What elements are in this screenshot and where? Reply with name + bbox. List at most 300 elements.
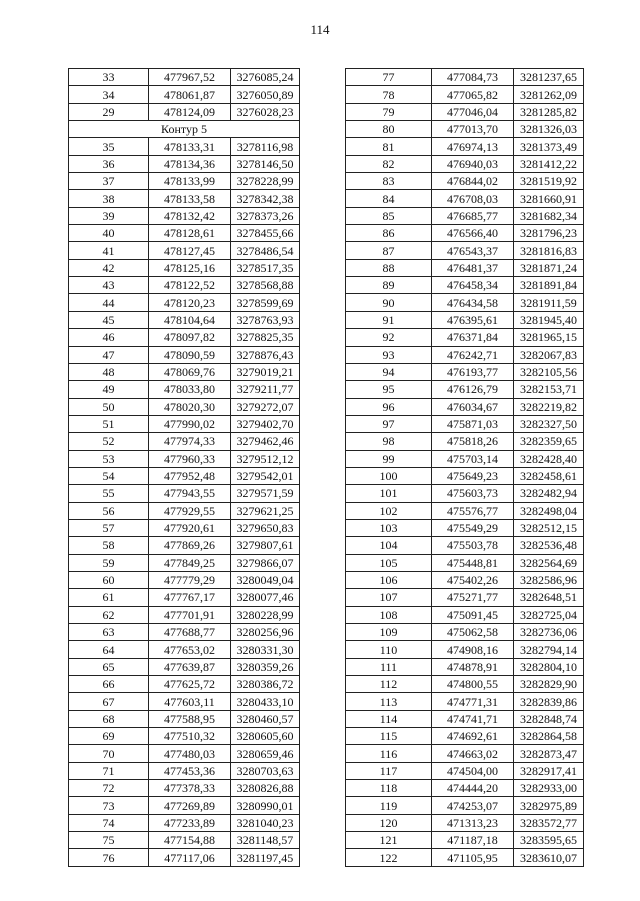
y-coordinate-cell: 3279807,61	[231, 537, 300, 554]
y-coordinate-cell: 3282917,41	[514, 762, 584, 779]
x-coordinate-cell: 477688,77	[149, 624, 231, 641]
point-number-cell: 80	[346, 121, 432, 138]
point-number-cell: 86	[346, 225, 432, 242]
y-coordinate-cell: 3281197,45	[231, 849, 300, 866]
table-row	[346, 537, 584, 554]
table-row	[69, 69, 300, 86]
x-coordinate-cell: 477269,89	[149, 797, 231, 814]
point-number-cell: 118	[346, 780, 432, 797]
table-row	[346, 225, 584, 242]
table-row	[69, 381, 300, 398]
y-coordinate-cell: 3282736,06	[514, 624, 584, 641]
y-coordinate-cell: 3280990,01	[231, 797, 300, 814]
point-number-cell: 54	[69, 467, 149, 484]
table-row	[69, 589, 300, 606]
x-coordinate-cell: 475871,03	[432, 415, 514, 432]
table-row	[69, 259, 300, 276]
y-coordinate-cell: 3280433,10	[231, 693, 300, 710]
y-coordinate-cell: 3278146,50	[231, 155, 300, 172]
table-row	[346, 103, 584, 120]
y-coordinate-cell: 3281891,84	[514, 277, 584, 294]
table-row	[346, 485, 584, 502]
y-coordinate-cell: 3282975,89	[514, 797, 584, 814]
x-coordinate-cell: 474692,61	[432, 728, 514, 745]
x-coordinate-cell: 475603,73	[432, 485, 514, 502]
y-coordinate-cell: 3282067,83	[514, 346, 584, 363]
x-coordinate-cell: 477453,36	[149, 762, 231, 779]
y-coordinate-cell: 3282839,86	[514, 693, 584, 710]
y-coordinate-cell: 3279542,01	[231, 467, 300, 484]
y-coordinate-cell: 3282482,94	[514, 485, 584, 502]
y-coordinate-cell: 3280826,88	[231, 780, 300, 797]
x-coordinate-cell: 477849,25	[149, 554, 231, 571]
point-number-cell: 107	[346, 589, 432, 606]
x-coordinate-cell: 478104,64	[149, 311, 231, 328]
point-number-cell: 57	[69, 519, 149, 536]
x-coordinate-cell: 476126,79	[432, 381, 514, 398]
table-row	[69, 571, 300, 588]
point-number-cell: 37	[69, 173, 149, 190]
point-number-cell: 65	[69, 658, 149, 675]
table-row	[69, 537, 300, 554]
point-number-cell: 73	[69, 797, 149, 814]
table-row	[69, 485, 300, 502]
y-coordinate-cell: 3276028,23	[231, 103, 300, 120]
table-row	[346, 381, 584, 398]
table-row	[346, 415, 584, 432]
table-row	[346, 86, 584, 103]
point-number-cell: 40	[69, 225, 149, 242]
point-number-cell: 114	[346, 710, 432, 727]
x-coordinate-cell: 476395,61	[432, 311, 514, 328]
x-coordinate-cell: 475271,77	[432, 589, 514, 606]
point-number-cell: 51	[69, 415, 149, 432]
y-coordinate-cell: 3279272,07	[231, 398, 300, 415]
table-row	[69, 346, 300, 363]
table-row	[346, 363, 584, 380]
point-number-cell: 79	[346, 103, 432, 120]
y-coordinate-cell: 3281816,83	[514, 242, 584, 259]
table-row	[346, 728, 584, 745]
table-row	[346, 155, 584, 172]
table-row	[69, 398, 300, 415]
y-coordinate-cell: 3282153,71	[514, 381, 584, 398]
x-coordinate-cell: 477653,02	[149, 641, 231, 658]
contour-caption: Контур 5	[69, 121, 300, 138]
x-coordinate-cell: 474741,71	[432, 710, 514, 727]
point-number-cell: 68	[69, 710, 149, 727]
table-row	[69, 86, 300, 103]
y-coordinate-cell: 3281148,57	[231, 832, 300, 849]
y-coordinate-cell: 3278342,38	[231, 190, 300, 207]
x-coordinate-cell: 475402,26	[432, 571, 514, 588]
table-row	[346, 676, 584, 693]
point-number-cell: 38	[69, 190, 149, 207]
x-coordinate-cell: 475448,81	[432, 554, 514, 571]
y-coordinate-cell: 3279211,77	[231, 381, 300, 398]
point-number-cell: 50	[69, 398, 149, 415]
table-row	[346, 780, 584, 797]
y-coordinate-cell: 3280386,72	[231, 676, 300, 693]
y-coordinate-cell: 3280331,30	[231, 641, 300, 658]
y-coordinate-cell: 3281412,22	[514, 155, 584, 172]
point-number-cell: 45	[69, 311, 149, 328]
y-coordinate-cell: 3281911,59	[514, 294, 584, 311]
y-coordinate-cell: 3278876,43	[231, 346, 300, 363]
point-number-cell: 64	[69, 641, 149, 658]
table-row	[346, 814, 584, 831]
point-number-cell: 69	[69, 728, 149, 745]
x-coordinate-cell: 474908,16	[432, 641, 514, 658]
point-number-cell: 94	[346, 363, 432, 380]
x-coordinate-cell: 478122,52	[149, 277, 231, 294]
point-number-cell: 84	[346, 190, 432, 207]
x-coordinate-cell: 476685,77	[432, 207, 514, 224]
point-number-cell: 41	[69, 242, 149, 259]
y-coordinate-cell: 3280703,63	[231, 762, 300, 779]
point-number-cell: 102	[346, 502, 432, 519]
y-coordinate-cell: 3278486,54	[231, 242, 300, 259]
table-row	[69, 467, 300, 484]
x-coordinate-cell: 471105,95	[432, 849, 514, 866]
y-coordinate-cell: 3282359,65	[514, 433, 584, 450]
point-number-cell: 88	[346, 259, 432, 276]
x-coordinate-cell: 476434,58	[432, 294, 514, 311]
table-row	[69, 728, 300, 745]
point-number-cell: 53	[69, 450, 149, 467]
y-coordinate-cell: 3282105,56	[514, 363, 584, 380]
x-coordinate-cell: 478133,99	[149, 173, 231, 190]
point-number-cell: 113	[346, 693, 432, 710]
point-number-cell: 109	[346, 624, 432, 641]
y-coordinate-cell: 3282458,61	[514, 467, 584, 484]
y-coordinate-cell: 3281945,40	[514, 311, 584, 328]
y-coordinate-cell: 3282586,96	[514, 571, 584, 588]
contour-caption-row	[69, 121, 300, 138]
x-coordinate-cell: 477974,33	[149, 433, 231, 450]
x-coordinate-cell: 476481,37	[432, 259, 514, 276]
point-number-cell: 42	[69, 259, 149, 276]
y-coordinate-cell: 3283595,65	[514, 832, 584, 849]
table-row	[69, 138, 300, 155]
page-number: 114	[310, 22, 330, 37]
y-coordinate-cell: 3281040,23	[231, 814, 300, 831]
point-number-cell: 90	[346, 294, 432, 311]
point-number-cell: 62	[69, 606, 149, 623]
y-coordinate-cell: 3279866,07	[231, 554, 300, 571]
x-coordinate-cell: 478061,87	[149, 86, 231, 103]
y-coordinate-cell: 3281237,65	[514, 69, 584, 86]
point-number-cell: 58	[69, 537, 149, 554]
y-coordinate-cell: 3282829,90	[514, 676, 584, 693]
point-number-cell: 92	[346, 329, 432, 346]
x-coordinate-cell: 477960,33	[149, 450, 231, 467]
x-coordinate-cell: 478125,16	[149, 259, 231, 276]
y-coordinate-cell: 3279019,21	[231, 363, 300, 380]
table-row	[346, 398, 584, 415]
y-coordinate-cell: 3280256,96	[231, 624, 300, 641]
y-coordinate-cell: 3281519,92	[514, 173, 584, 190]
x-coordinate-cell: 477779,29	[149, 571, 231, 588]
y-coordinate-cell: 3279462,46	[231, 433, 300, 450]
y-coordinate-cell: 3281373,49	[514, 138, 584, 155]
x-coordinate-cell: 474504,00	[432, 762, 514, 779]
point-number-cell: 121	[346, 832, 432, 849]
point-number-cell: 39	[69, 207, 149, 224]
point-number-cell: 103	[346, 519, 432, 536]
y-coordinate-cell: 3278517,35	[231, 259, 300, 276]
table-row	[69, 780, 300, 797]
x-coordinate-cell: 475703,14	[432, 450, 514, 467]
x-coordinate-cell: 477378,33	[149, 780, 231, 797]
table-row	[346, 502, 584, 519]
y-coordinate-cell: 3279650,83	[231, 519, 300, 536]
y-coordinate-cell: 3281796,23	[514, 225, 584, 242]
x-coordinate-cell: 475649,23	[432, 467, 514, 484]
point-number-cell: 35	[69, 138, 149, 155]
x-coordinate-cell: 477013,70	[432, 121, 514, 138]
y-coordinate-cell: 3281326,03	[514, 121, 584, 138]
y-coordinate-cell: 3282428,40	[514, 450, 584, 467]
table-row	[346, 554, 584, 571]
table-row	[69, 103, 300, 120]
x-coordinate-cell: 477920,61	[149, 519, 231, 536]
table-row	[346, 658, 584, 675]
point-number-cell: 34	[69, 86, 149, 103]
y-coordinate-cell: 3282219,82	[514, 398, 584, 415]
x-coordinate-cell: 477154,88	[149, 832, 231, 849]
table-row	[346, 190, 584, 207]
table-row	[346, 589, 584, 606]
table-row	[346, 624, 584, 641]
x-coordinate-cell: 478124,09	[149, 103, 231, 120]
x-coordinate-cell: 478033,80	[149, 381, 231, 398]
point-number-cell: 49	[69, 381, 149, 398]
point-number-cell: 52	[69, 433, 149, 450]
point-number-cell: 82	[346, 155, 432, 172]
table-row	[346, 433, 584, 450]
point-number-cell: 60	[69, 571, 149, 588]
x-coordinate-cell: 477588,95	[149, 710, 231, 727]
x-coordinate-cell: 475576,77	[432, 502, 514, 519]
table-row	[69, 519, 300, 536]
point-number-cell: 36	[69, 155, 149, 172]
table-row	[69, 710, 300, 727]
point-number-cell: 66	[69, 676, 149, 693]
y-coordinate-cell: 3280359,26	[231, 658, 300, 675]
point-number-cell: 75	[69, 832, 149, 849]
x-coordinate-cell: 476458,34	[432, 277, 514, 294]
y-coordinate-cell: 3279571,59	[231, 485, 300, 502]
coordinates-table-right	[345, 68, 584, 867]
x-coordinate-cell: 477065,82	[432, 86, 514, 103]
point-number-cell: 117	[346, 762, 432, 779]
table-row	[346, 519, 584, 536]
x-coordinate-cell: 477625,72	[149, 676, 231, 693]
point-number-cell: 91	[346, 311, 432, 328]
y-coordinate-cell: 3282864,58	[514, 728, 584, 745]
x-coordinate-cell: 478127,45	[149, 242, 231, 259]
y-coordinate-cell: 3282512,15	[514, 519, 584, 536]
y-coordinate-cell: 3278228,99	[231, 173, 300, 190]
table-row	[346, 832, 584, 849]
x-coordinate-cell: 477929,55	[149, 502, 231, 519]
x-coordinate-cell: 477117,06	[149, 849, 231, 866]
table-row	[346, 259, 584, 276]
y-coordinate-cell: 3281285,82	[514, 103, 584, 120]
y-coordinate-cell: 3279621,25	[231, 502, 300, 519]
point-number-cell: 101	[346, 485, 432, 502]
table-row	[69, 225, 300, 242]
x-coordinate-cell: 477869,26	[149, 537, 231, 554]
coordinates-table-left-body	[69, 69, 300, 867]
x-coordinate-cell: 474253,07	[432, 797, 514, 814]
y-coordinate-cell: 3283610,07	[514, 849, 584, 866]
x-coordinate-cell: 478134,36	[149, 155, 231, 172]
table-row	[346, 450, 584, 467]
point-number-cell: 63	[69, 624, 149, 641]
table-row	[346, 277, 584, 294]
x-coordinate-cell: 478120,23	[149, 294, 231, 311]
y-coordinate-cell: 3281660,91	[514, 190, 584, 207]
x-coordinate-cell: 477701,91	[149, 606, 231, 623]
coordinates-table-right-body	[346, 69, 584, 867]
y-coordinate-cell: 3282327,50	[514, 415, 584, 432]
table-row	[69, 658, 300, 675]
point-number-cell: 77	[346, 69, 432, 86]
y-coordinate-cell: 3278825,35	[231, 329, 300, 346]
table-row	[69, 329, 300, 346]
x-coordinate-cell: 477510,32	[149, 728, 231, 745]
point-number-cell: 74	[69, 814, 149, 831]
y-coordinate-cell: 3282848,74	[514, 710, 584, 727]
point-number-cell: 56	[69, 502, 149, 519]
y-coordinate-cell: 3281262,09	[514, 86, 584, 103]
x-coordinate-cell: 478132,42	[149, 207, 231, 224]
x-coordinate-cell: 476566,40	[432, 225, 514, 242]
table-row	[346, 207, 584, 224]
table-row	[346, 693, 584, 710]
point-number-cell: 59	[69, 554, 149, 571]
point-number-cell: 112	[346, 676, 432, 693]
x-coordinate-cell: 477046,04	[432, 103, 514, 120]
point-number-cell: 72	[69, 780, 149, 797]
point-number-cell: 98	[346, 433, 432, 450]
table-row	[346, 571, 584, 588]
table-row	[69, 415, 300, 432]
table-row	[69, 207, 300, 224]
y-coordinate-cell: 3283572,77	[514, 814, 584, 831]
table-row	[69, 693, 300, 710]
x-coordinate-cell: 474444,20	[432, 780, 514, 797]
point-number-cell: 70	[69, 745, 149, 762]
table-row	[69, 173, 300, 190]
x-coordinate-cell: 476940,03	[432, 155, 514, 172]
coordinates-table-left	[68, 68, 300, 867]
table-row	[69, 294, 300, 311]
x-coordinate-cell: 478020,30	[149, 398, 231, 415]
point-number-cell: 120	[346, 814, 432, 831]
x-coordinate-cell: 477967,52	[149, 69, 231, 86]
table-row	[69, 242, 300, 259]
table-row	[346, 641, 584, 658]
x-coordinate-cell: 477952,48	[149, 467, 231, 484]
y-coordinate-cell: 3282536,48	[514, 537, 584, 554]
y-coordinate-cell: 3276050,89	[231, 86, 300, 103]
x-coordinate-cell: 476974,13	[432, 138, 514, 155]
table-row	[346, 745, 584, 762]
table-row	[69, 450, 300, 467]
y-coordinate-cell: 3281871,24	[514, 259, 584, 276]
x-coordinate-cell: 477767,17	[149, 589, 231, 606]
point-number-cell: 122	[346, 849, 432, 866]
point-number-cell: 106	[346, 571, 432, 588]
y-coordinate-cell: 3281965,15	[514, 329, 584, 346]
point-number-cell: 46	[69, 329, 149, 346]
point-number-cell: 61	[69, 589, 149, 606]
table-row	[69, 155, 300, 172]
x-coordinate-cell: 476844,02	[432, 173, 514, 190]
x-coordinate-cell: 477603,11	[149, 693, 231, 710]
table-row	[346, 121, 584, 138]
y-coordinate-cell: 3280077,46	[231, 589, 300, 606]
table-row	[346, 138, 584, 155]
point-number-cell: 29	[69, 103, 149, 120]
point-number-cell: 104	[346, 537, 432, 554]
x-coordinate-cell: 475062,58	[432, 624, 514, 641]
point-number-cell: 48	[69, 363, 149, 380]
x-coordinate-cell: 474878,91	[432, 658, 514, 675]
table-row	[69, 190, 300, 207]
y-coordinate-cell: 3282725,04	[514, 606, 584, 623]
x-coordinate-cell: 471187,18	[432, 832, 514, 849]
table-row	[69, 624, 300, 641]
y-coordinate-cell: 3279512,12	[231, 450, 300, 467]
table-row	[346, 346, 584, 363]
x-coordinate-cell: 475818,26	[432, 433, 514, 450]
x-coordinate-cell: 474800,55	[432, 676, 514, 693]
point-number-cell: 93	[346, 346, 432, 363]
y-coordinate-cell: 3280605,60	[231, 728, 300, 745]
point-number-cell: 47	[69, 346, 149, 363]
x-coordinate-cell: 476371,84	[432, 329, 514, 346]
table-row	[69, 606, 300, 623]
point-number-cell: 81	[346, 138, 432, 155]
point-number-cell: 111	[346, 658, 432, 675]
point-number-cell: 85	[346, 207, 432, 224]
table-row	[69, 832, 300, 849]
point-number-cell: 99	[346, 450, 432, 467]
point-number-cell: 108	[346, 606, 432, 623]
point-number-cell: 105	[346, 554, 432, 571]
x-coordinate-cell: 478090,59	[149, 346, 231, 363]
point-number-cell: 97	[346, 415, 432, 432]
point-number-cell: 116	[346, 745, 432, 762]
y-coordinate-cell: 3282648,51	[514, 589, 584, 606]
table-row	[346, 710, 584, 727]
point-number-cell: 95	[346, 381, 432, 398]
table-row	[69, 676, 300, 693]
x-coordinate-cell: 477233,89	[149, 814, 231, 831]
x-coordinate-cell: 478133,31	[149, 138, 231, 155]
point-number-cell: 119	[346, 797, 432, 814]
table-row	[69, 814, 300, 831]
point-number-cell: 44	[69, 294, 149, 311]
table-row	[346, 467, 584, 484]
x-coordinate-cell: 478097,82	[149, 329, 231, 346]
y-coordinate-cell: 3278599,69	[231, 294, 300, 311]
y-coordinate-cell: 3282498,04	[514, 502, 584, 519]
